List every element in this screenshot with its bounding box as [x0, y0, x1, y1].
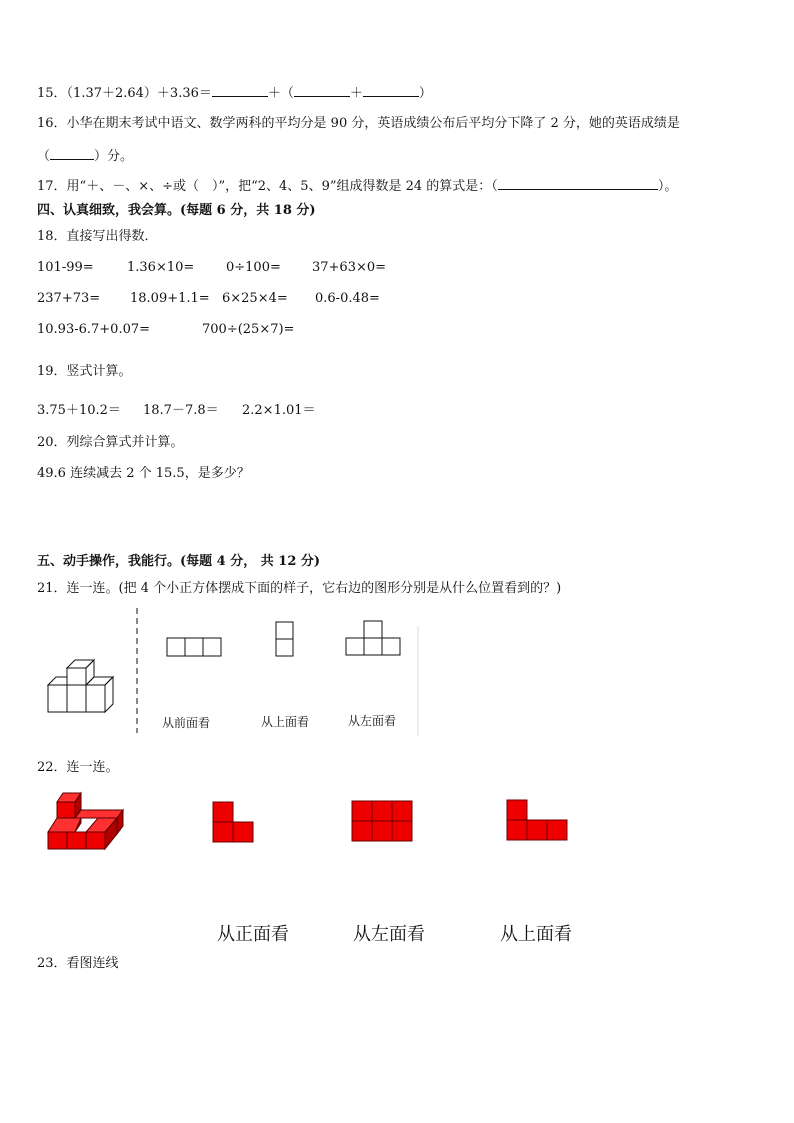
q18-item: 700÷(25×7)= — [202, 322, 295, 337]
question-16-line-1: 16．小华在期末考试中语文、数学两科的平均分是 90 分，英语成绩公布后平均分下降了 2 分，她的英语成绩是 — [37, 116, 680, 131]
question-22-title: 22．连一连。 — [37, 760, 119, 775]
question-20-title: 20．列综合算式并计算。 — [37, 435, 184, 450]
q15-plus: ＋ — [349, 86, 363, 101]
q16-blank[interactable] — [50, 146, 94, 160]
q19-item: 2.2×1.01＝ — [242, 403, 316, 418]
q15-close: ） — [418, 86, 432, 101]
section-5-heading: 五、动手操作，我能行。(每题 4 分， 共 12 分) — [37, 554, 321, 569]
q18-item: 18.09+1.1= — [130, 291, 210, 306]
q15-blank-2[interactable] — [294, 83, 350, 97]
q18-item: 1.36×10= — [127, 260, 195, 275]
q21-label-front: 从前面看 — [162, 716, 211, 730]
question-21-title: 21．连一连。(把 4 个小正方体摆成下面的样子，它右边的图形分别是从什么位置看到的？) — [37, 581, 562, 596]
question-20-body: 49.6 连续减去 2 个 15.5，是多少？ — [37, 466, 250, 481]
cube-stack-drawing — [48, 608, 137, 733]
q18-item: 37+63×0= — [312, 260, 387, 275]
q18-item: 237+73= — [37, 291, 101, 306]
q19-item: 3.75＋10.2＝ — [37, 403, 121, 418]
question-15 — [37, 83, 432, 103]
q19-item: 18.7－7.8＝ — [143, 403, 219, 418]
q15-blank-3[interactable] — [363, 83, 419, 97]
q22-label-top: 从上面看 — [500, 924, 572, 945]
question-23-title: 23．看图连线 — [37, 956, 119, 971]
red-cube-drawing — [48, 793, 123, 849]
q18-item: 101-99= — [37, 260, 94, 275]
q18-item: 0.6-0.48= — [315, 291, 380, 306]
q15-blank-1[interactable] — [212, 83, 268, 97]
q21-label-top: 从上面看 — [261, 715, 310, 729]
view-shapes — [167, 621, 400, 656]
section-4-heading: 四、认真细致，我会算。(每题 6 分，共 18 分) — [37, 203, 316, 218]
q21-label-left: 从左面看 — [348, 714, 397, 728]
question-18-title: 18．直接写出得数． — [37, 229, 158, 244]
q16-close: ）分。 — [94, 149, 134, 164]
q18-item: 10.93-6.7+0.07= — [37, 322, 151, 337]
q15-plus-open: ＋（ — [267, 86, 294, 101]
question-16-line-2 — [37, 146, 133, 166]
question-19-title: 19．竖式计算。 — [37, 364, 132, 379]
q18-item: 0÷100= — [226, 260, 281, 275]
q22-figure — [45, 788, 585, 858]
q22-label-left: 从左面看 — [353, 924, 425, 945]
q17-blank[interactable] — [498, 176, 658, 190]
q15-expression: 15．（1.37＋2.64）＋3.36＝ — [37, 86, 212, 101]
q17-text: 17．用“＋、－、×、÷或（ ）”，把“2、4、5、9”组成得数是 24 的算式是：（ — [37, 179, 498, 194]
q17-close: ）。 — [657, 179, 678, 194]
question-17 — [37, 176, 677, 196]
q18-item: 6×25×4= — [222, 291, 288, 306]
q22-label-front: 从正面看 — [217, 924, 289, 945]
red-view-shapes — [213, 800, 567, 842]
q16-open: （ — [37, 149, 51, 164]
